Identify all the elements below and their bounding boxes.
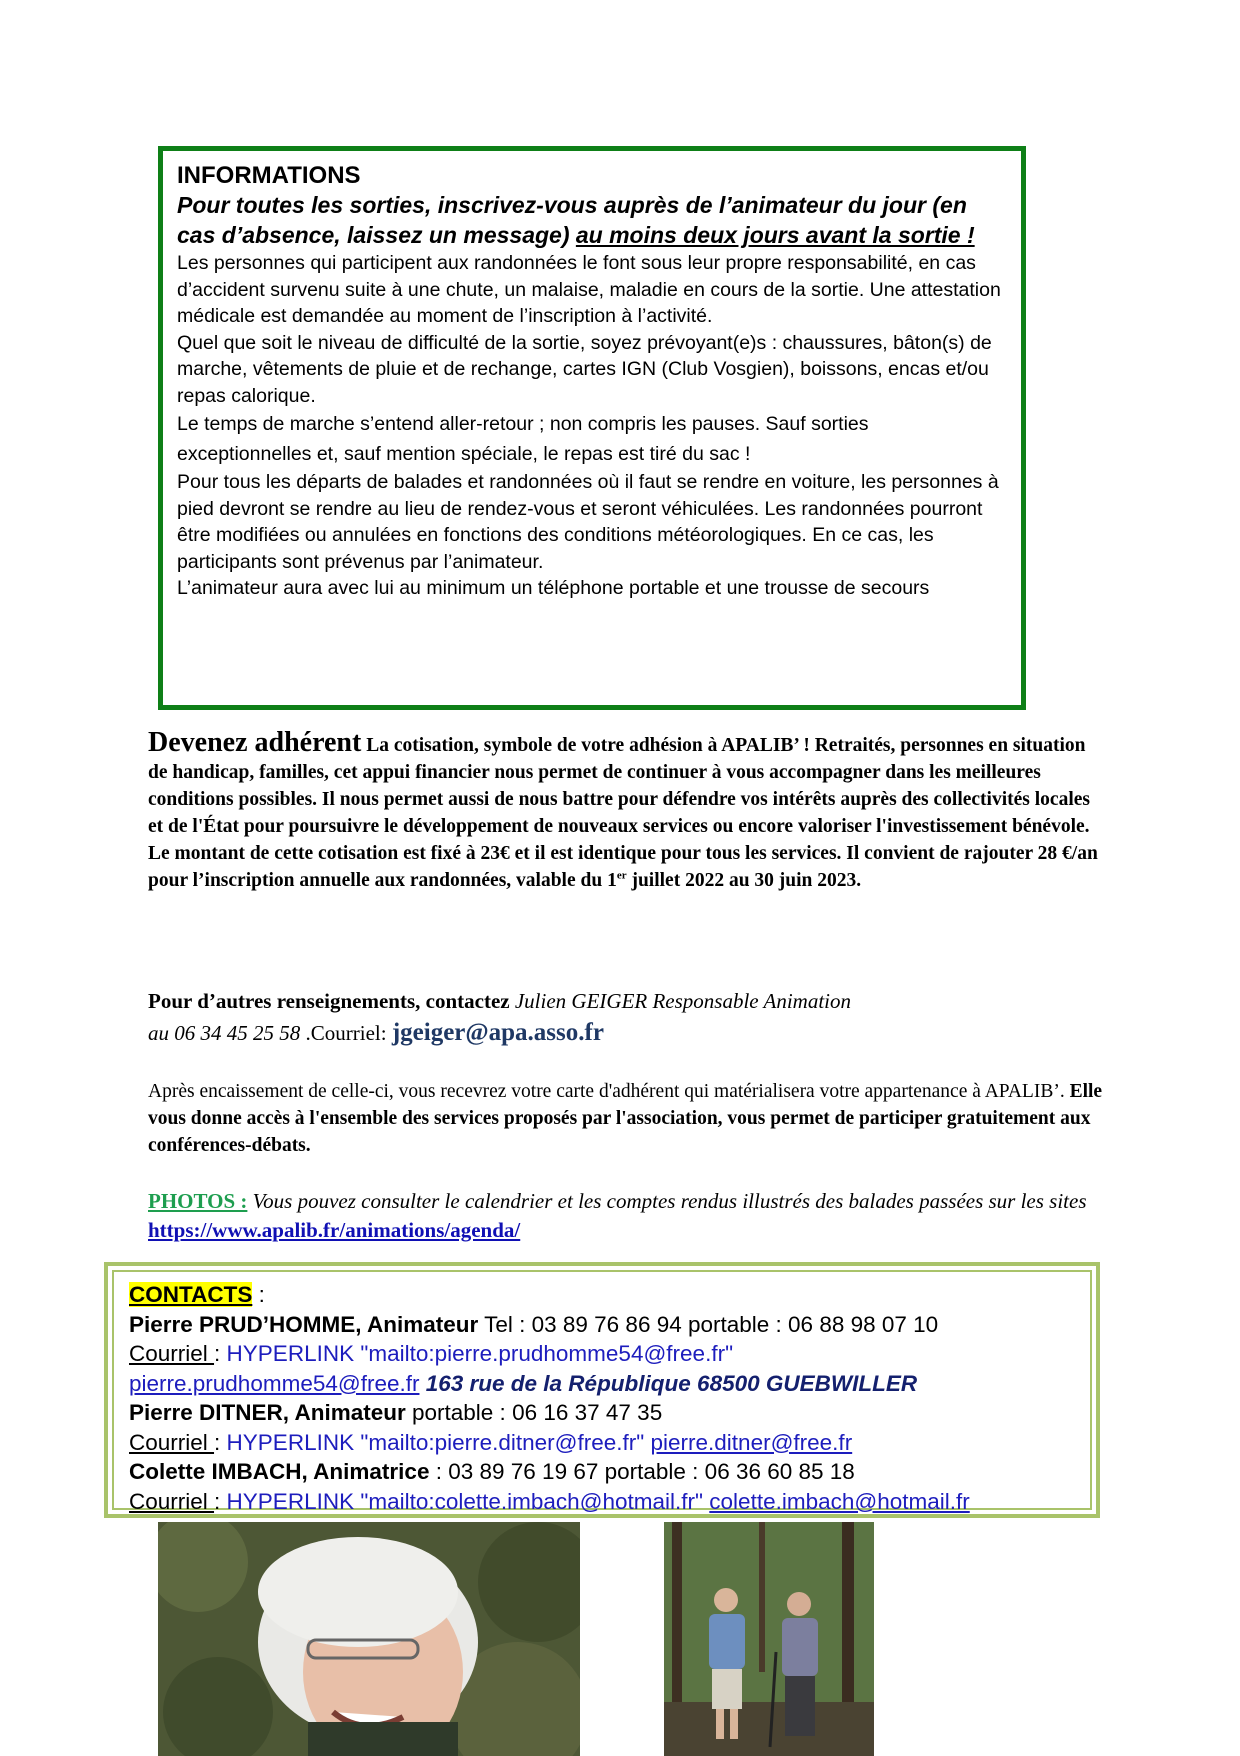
contact-email[interactable]: jgeiger@apa.asso.fr (391, 1019, 604, 1046)
contact-1-name: Pierre PRUD’HOMME, Animateur (129, 1311, 479, 1337)
courriel-colon: : (214, 1429, 227, 1455)
contact-1-hyperlink-field: HYPERLINK "mailto:pierre.prudhomme54@free.fr" (226, 1341, 734, 1366)
contact-email-label: .Courriel: (300, 1021, 392, 1045)
contact-info (148, 986, 1108, 1049)
photos-text: Vous pouvez consulter le calendrier et les comptes rendus illustrés des balades passées sur les sites (247, 1189, 1087, 1213)
courriel-label: Courriel (129, 1341, 215, 1366)
courriel-label: Courriel (129, 1488, 215, 1514)
contact-1-email[interactable]: pierre.prudhomme54@free.fr (129, 1370, 420, 1396)
membership-text (148, 729, 1098, 894)
contacts-inner (112, 1270, 1092, 1514)
intro-text: Pour toutes les sorties, inscrivez-vous auprès de l’animateur du jour (en cas d’absence, laissez un message) (177, 192, 967, 248)
contact-2-name: Pierre DITNER, Animateur (129, 1400, 406, 1425)
contacts-label: CONTACTS (129, 1282, 253, 1307)
hikers-illustration (664, 1522, 874, 1756)
contact-lead: Pour d’autres renseignements, contactez (148, 989, 515, 1013)
contact-3-name: Colette IMBACH, Animatrice (129, 1459, 430, 1484)
contact-3-email[interactable]: colette.imbach@hotmail.fr (709, 1488, 970, 1514)
courriel-label: Courriel (129, 1429, 215, 1455)
contact-2-line (129, 1398, 1090, 1428)
portrait-photo (158, 1522, 580, 1756)
info-paragraph-transport: Pour tous les départs de balades et randonnées où il faut se rendre en voiture, les personnes à pied devront se rendre au lieu de rendez-vous et seront véhiculées. Les randonnées pourront être modifiées ou annulées en fonctions des conditions météorologiques. En ce cas, les participants sont prévenus par l’animateur. (177, 471, 999, 573)
informations-intro (177, 190, 1007, 250)
courriel-colon: : (214, 1341, 227, 1366)
info-paragraph-responsibility: Les personnes qui participent aux randonnées le font sous leur propre responsabilité, en cas d’accident survenu suite à une chute, un malaise, maladie en cours de la sortie. Une attestation médicale est demandée au moment de l’inscription à l’activité. (177, 252, 1001, 327)
membership-card-text (148, 1078, 1108, 1159)
contact-1-phones: Tel : 03 89 76 86 94 portable : 06 88 98 07 10 (478, 1311, 939, 1337)
contacts-header (129, 1280, 1090, 1310)
informations-box (158, 146, 1026, 710)
contact-1-address: 163 rue de la République 68500 GUEBWILLER (419, 1370, 918, 1396)
photos-section (148, 1187, 1108, 1245)
contact-phone: au 06 34 45 25 58 (148, 1021, 301, 1045)
membership-card-benefits: Elle vous donne accès à l'ensemble des services proposés par l'association, vous permet de participer gratuitement aux conférences-débats. (148, 1081, 1103, 1156)
contacts-box (104, 1262, 1100, 1518)
contact-3-email-line (129, 1487, 1090, 1517)
membership-heading: Devenez adhérent (148, 727, 362, 758)
contact-1-email-line (129, 1339, 1090, 1369)
membership-body: La cotisation, symbole de votre adhésion à APALIB’ ! Retraités, personnes en situation de handicap, familles, cet appui financier nous permet de continuer à vous accompagner dans les meilleures conditions possibles. Il nous permet aussi de nous battre pour défendre vos intérêts auprès des collectivités locales et de l'État pour poursuivre le développement de nouveaux services ou encore valoriser l'investissement bénévole. Le montant de cette cotisation est fixé à 23€ et il est identique pour tous les services. Il convient de rajouter 28 €/an pour l’inscription annuelle aux randonnées, valable du 1 (148, 735, 1098, 891)
ordinal-superscript: er (616, 869, 627, 882)
contact-person: Julien GEIGER Responsable Animation (514, 989, 851, 1013)
contacts-label-suffix: : (252, 1282, 265, 1307)
info-paragraph-equipment: Quel que soit le niveau de difficulté de la sortie, soyez prévoyant(e)s : chaussures, bâton(s) de marche, vêtements de pluie et de rechange, cartes IGN (Club Vosgien), boissons, encas et/ou repas calorique. (177, 331, 992, 407)
intro-deadline: au moins deux jours avant la sortie ! (575, 222, 975, 248)
courriel-colon: : (214, 1488, 227, 1514)
info-paragraph-first-aid: L’animateur aura avec lui au minimum un téléphone portable et une trousse de secours (177, 577, 930, 599)
informations-title: INFORMATIONS (177, 162, 361, 189)
contact-2-hyperlink-field: HYPERLINK "mailto:pierre.ditner@free.fr" (226, 1429, 645, 1455)
contact-2-email[interactable]: pierre.ditner@free.fr (650, 1429, 853, 1455)
contact-3-hyperlink-field: HYPERLINK "mailto:colette.imbach@hotmail.fr" (226, 1488, 704, 1514)
hikers-photo (664, 1522, 874, 1756)
photos-link[interactable]: https://www.apalib.fr/animations/agenda/ (148, 1218, 521, 1242)
portrait-illustration (158, 1522, 580, 1756)
contact-2-phones: portable : 06 16 37 47 35 (405, 1400, 663, 1425)
membership-period: juillet 2022 au 30 juin 2023. (626, 870, 862, 891)
photos-label: PHOTOS : (148, 1189, 248, 1213)
contact-3-line (129, 1457, 1090, 1487)
membership-section (148, 729, 1098, 894)
info-paragraph-walking-time: Le temps de marche s’entend aller-retour ; non compris les pauses. Sauf sorties exceptionnelles et, sauf mention spéciale, le repas est tiré du sac ! (177, 413, 869, 465)
contact-1-address-line (129, 1369, 1090, 1399)
contact-2-email-line (129, 1428, 1090, 1458)
contact-3-phones: : 03 89 76 19 67 portable : 06 36 60 85 18 (429, 1459, 855, 1484)
membership-card-plain: Après encaissement de celle-ci, vous recevrez votre carte d'adhérent qui matérialisera votre appartenance à APALIB’. (148, 1081, 1070, 1102)
contact-1-line (129, 1310, 1090, 1340)
